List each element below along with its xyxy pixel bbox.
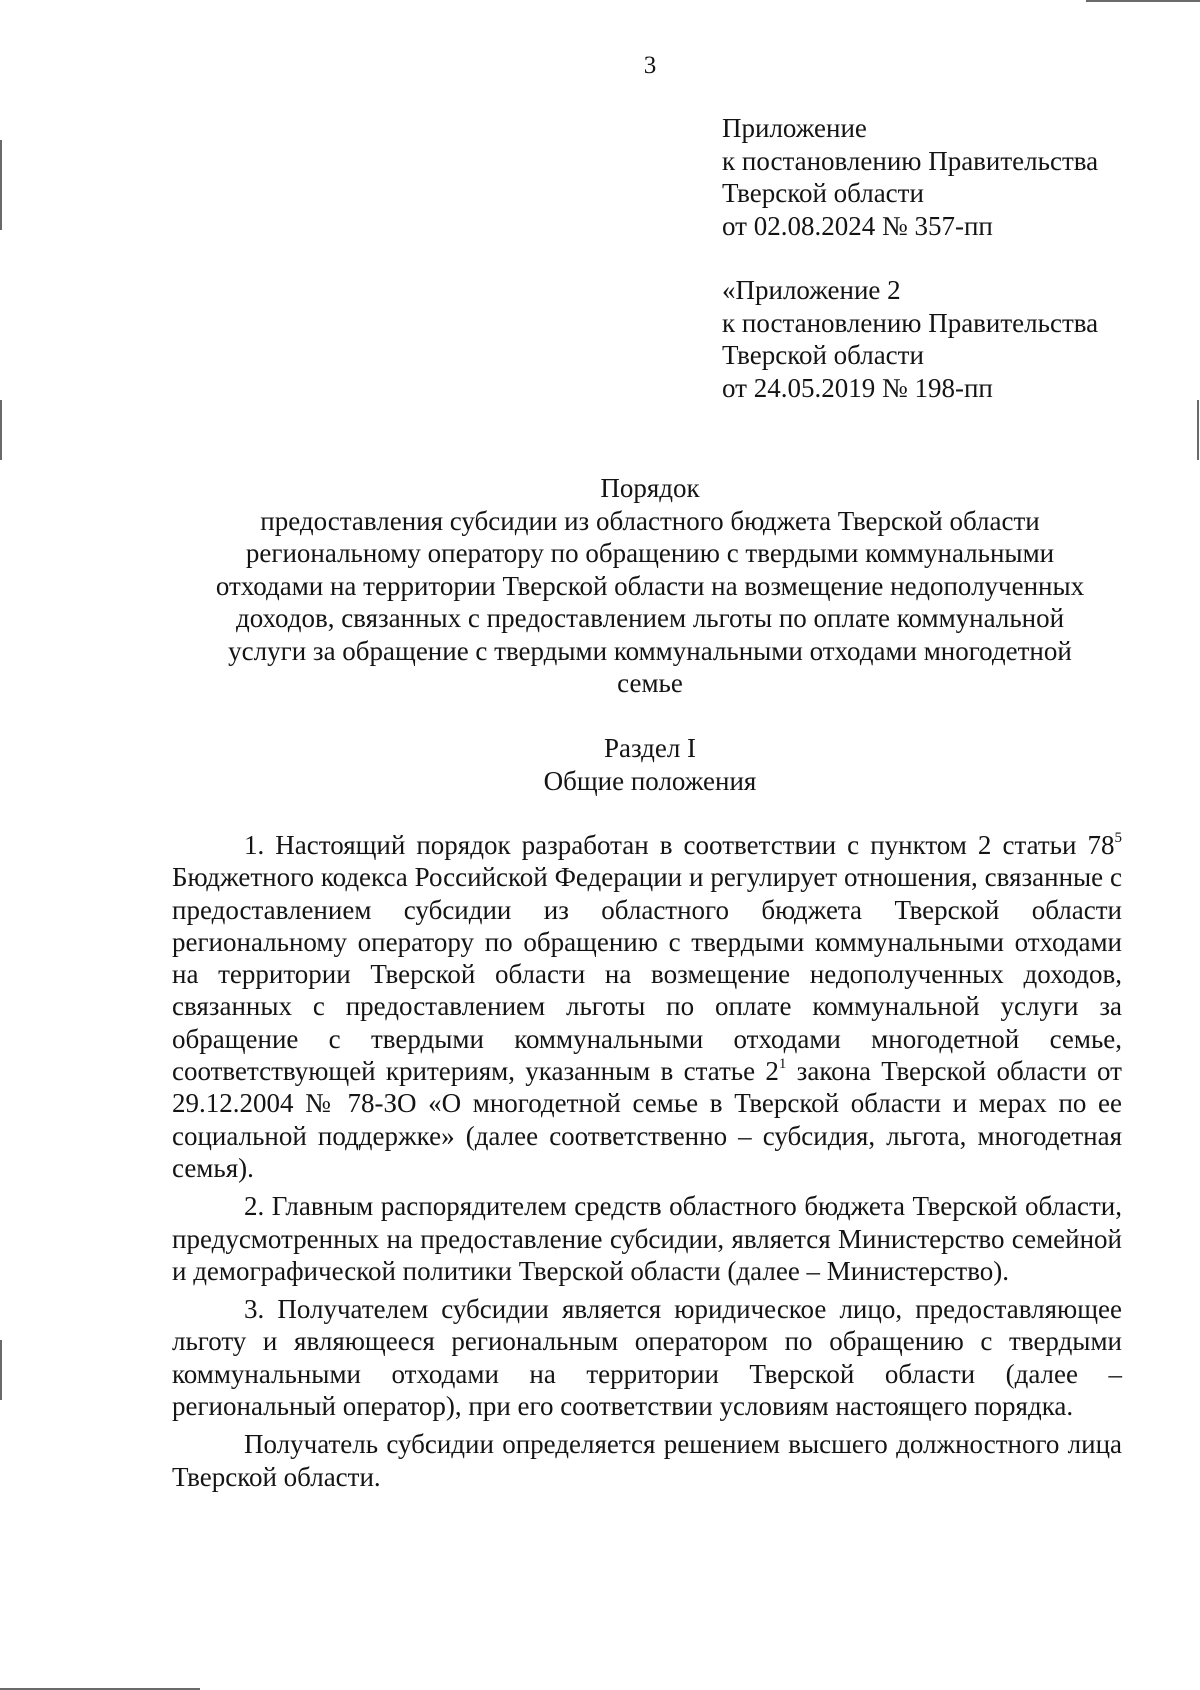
paragraph-2: 2. Главным распорядителем средств областного бюджета Тверской области, предусмотренных на предоставление субсидии, является Министерство семейной и демографической политики Тверской области (далее – Министерство). — [172, 1191, 1122, 1286]
paragraph-1-text-start: 1. Настоящий порядок разработан в соответствии с пунктом 2 статьи 78 — [244, 830, 1115, 860]
appendix-line: Приложение — [722, 113, 867, 143]
appendix-line: «Приложение 2 — [722, 275, 901, 305]
section-number: Раздел I — [603, 733, 697, 763]
appendix-current-reference — [722, 112, 1182, 242]
paragraph-1 — [172, 829, 1122, 1184]
superscript: 1 — [778, 1056, 787, 1073]
page-number: 3 — [643, 52, 657, 79]
paragraph-4: Получатель субсидии определяется решением высшего должностного лица Тверской области. — [172, 1429, 1122, 1492]
appendix-line: к постановлению Правительства — [722, 145, 1099, 176]
title-heading: Порядок — [600, 473, 700, 503]
superscript: 5 — [1114, 830, 1122, 846]
appendix-line: к постановлению Правительства — [722, 307, 1099, 338]
scan-edge-mark — [0, 400, 2, 460]
title-line: предоставления субсидии из областного бюджета Тверской области — [260, 505, 1040, 536]
appendix-original-reference — [722, 274, 1182, 404]
paragraph-3: 3. Получателем субсидии является юридическое лицо, предоставляющее льготу и являющееся региональным оператором по обращению с твердыми коммунальными отходами на территории Тверской области (далее – региональный оператор), при его соответствии условиям настоящего порядка. — [172, 1294, 1122, 1422]
title-line: услуги за обращение с твердыми коммунальными отходами многодетной — [228, 635, 1072, 666]
body-text — [172, 829, 1122, 1493]
scan-edge-mark — [0, 140, 2, 230]
title-line: региональному оператору по обращению с твердыми коммунальными — [245, 538, 1055, 568]
paragraph-1-text-middle: Бюджетного кодекса Российской Федерации и регулирует отношения, связанные с предоставлением субсидии из областного бюджета Тверской области региональному оператору по обращению с твердыми коммунальными отходами на территории Тверской области на возмещение недополученных доходов, связанных с предоставлением льготы по оплате коммунальной услуги за обращение с твердыми коммунальными отходами многодетной семье, соответствующей критериям, указанным в статье 2 — [172, 862, 1122, 1087]
paragraph-1-text-end: закона Тверской области от 29.12.2004 № 78-ЗО «О многодетной семье в Тверской области и мерах по ее социальной поддержке» (далее соответственно – субсидия, льгота, многодетная семья). — [172, 1056, 1122, 1183]
title-line: семье — [617, 668, 683, 698]
title-line: доходов, связанных с предоставлением льготы по оплате коммунальной — [235, 603, 1065, 633]
document-title — [140, 472, 1160, 700]
appendix-line: от 02.08.2024 № 357-пп — [722, 210, 993, 241]
scan-edge-mark — [1197, 400, 1199, 460]
appendix-line: от 24.05.2019 № 198-пп — [722, 372, 993, 403]
section-name: Общие положения — [543, 765, 757, 796]
section-heading — [140, 732, 1160, 797]
scan-edge-mark — [1086, 0, 1200, 2]
scan-edge-mark — [0, 1340, 2, 1400]
appendix-line: Тверской области — [722, 340, 924, 370]
title-line: отходами на территории Тверской области на возмещение недополученных — [215, 570, 1085, 601]
appendix-line: Тверской области — [722, 178, 924, 208]
